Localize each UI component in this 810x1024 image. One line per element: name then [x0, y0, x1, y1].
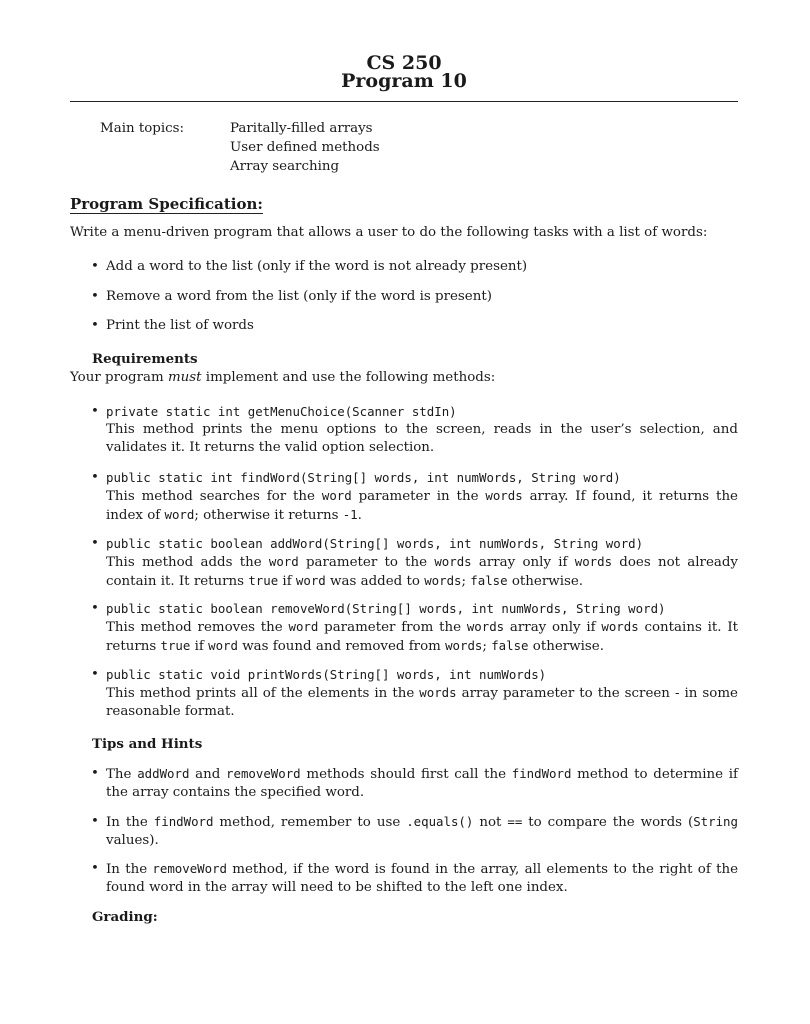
- list-item: [70, 666, 738, 721]
- method-signature: public static void printWords(String[] words, int numWords): [106, 667, 547, 682]
- method-signature: public static boolean addWord(String[] words, int numWords, String word): [106, 536, 644, 551]
- course-title: CS 250: [366, 52, 442, 74]
- method-signature: public static boolean removeWord(String[] words, int numWords, String word): [106, 601, 666, 616]
- tip-add-remove: [70, 765, 738, 802]
- list-item: [70, 403, 738, 457]
- bullet-icon: •: [91, 536, 99, 551]
- method-signature: private static int getMenuChoice(Scanner stdIn): [106, 404, 457, 419]
- list-item: [70, 469, 738, 525]
- spec-intro: Write a menu-driven program that allows a user to do the following tasks with a list of words:: [70, 225, 708, 240]
- main-topics-list: [230, 120, 530, 177]
- method-description: This method removes the word parameter from the words array only if words contains it. It returns true if word was found and removed from words; false otherwise.: [106, 619, 738, 654]
- topic-item: User defined methods: [230, 140, 380, 155]
- bullet-icon: •: [91, 318, 99, 333]
- requirements-heading: Requirements: [92, 351, 198, 367]
- bullet-icon: •: [91, 289, 99, 304]
- method-description: This method prints the menu options to the screen, reads in the user’s selection, and validates it. It returns the valid option selection.: [106, 422, 738, 455]
- tips-heading: Tips and Hints: [92, 736, 203, 752]
- spec-heading-text: Program Specification:: [70, 195, 263, 213]
- spec-heading: [70, 195, 263, 213]
- bullet-icon: •: [91, 601, 99, 616]
- tip-equals: [70, 813, 738, 850]
- list-item: • Add a word to the list (only if the word is not already present): [91, 259, 528, 274]
- method-signature: public static int findWord(String[] words, int numWords, String word): [106, 470, 621, 485]
- grading-heading: Grading:: [92, 909, 158, 925]
- method-description: This method adds the word parameter to the words array only if words does not already contain it. It returns true if word was added to words; false otherwise.: [106, 554, 738, 589]
- bullet-icon: •: [91, 404, 99, 419]
- topic-item: Paritally-filled arrays: [230, 121, 373, 136]
- list-item: • Print the list of words: [91, 318, 254, 333]
- method-remove-word: [70, 600, 738, 656]
- list-item: [70, 600, 738, 656]
- list-item: [70, 535, 738, 591]
- method-get-menu-choice: [70, 403, 738, 457]
- method-find-word: [70, 469, 738, 525]
- bullet-icon: •: [91, 766, 99, 781]
- bullet-icon: •: [91, 470, 99, 485]
- bullet-icon: •: [91, 861, 99, 876]
- list-item: • In the findWord method, remember to use .equals() not == to compare the words (String values).: [91, 814, 738, 848]
- main-topics-label: Main topics:: [100, 121, 185, 136]
- bullet-icon: •: [91, 667, 99, 682]
- method-print-words: [70, 666, 738, 721]
- method-description: This method searches for the word parameter in the words array. If found, it returns the index of word; otherwise it returns -1.: [106, 488, 738, 523]
- task-list: [70, 258, 738, 335]
- list-item: • In the removeWord method, if the word is found in the array, all elements to the right of the found word in the array will need to be shifted to the left one index.: [91, 861, 739, 895]
- method-description: This method prints all of the elements in the words array parameter to the screen - in some reasonable format.: [106, 685, 738, 719]
- topic-item: Array searching: [230, 159, 340, 174]
- list-item: • Remove a word from the list (only if the word is present): [91, 289, 492, 304]
- bullet-icon: •: [91, 259, 99, 274]
- assignment-title: Program 10: [341, 70, 467, 92]
- method-add-word: [70, 535, 738, 591]
- list-item: • The addWord and removeWord methods should first call the findWord method to determine if the array contains the specified word.: [91, 766, 738, 800]
- bullet-icon: •: [91, 814, 99, 829]
- tip-shift: [70, 860, 738, 897]
- title-rule: [70, 101, 738, 102]
- requirements-intro: Your program must implement and use the following methods:: [70, 370, 496, 385]
